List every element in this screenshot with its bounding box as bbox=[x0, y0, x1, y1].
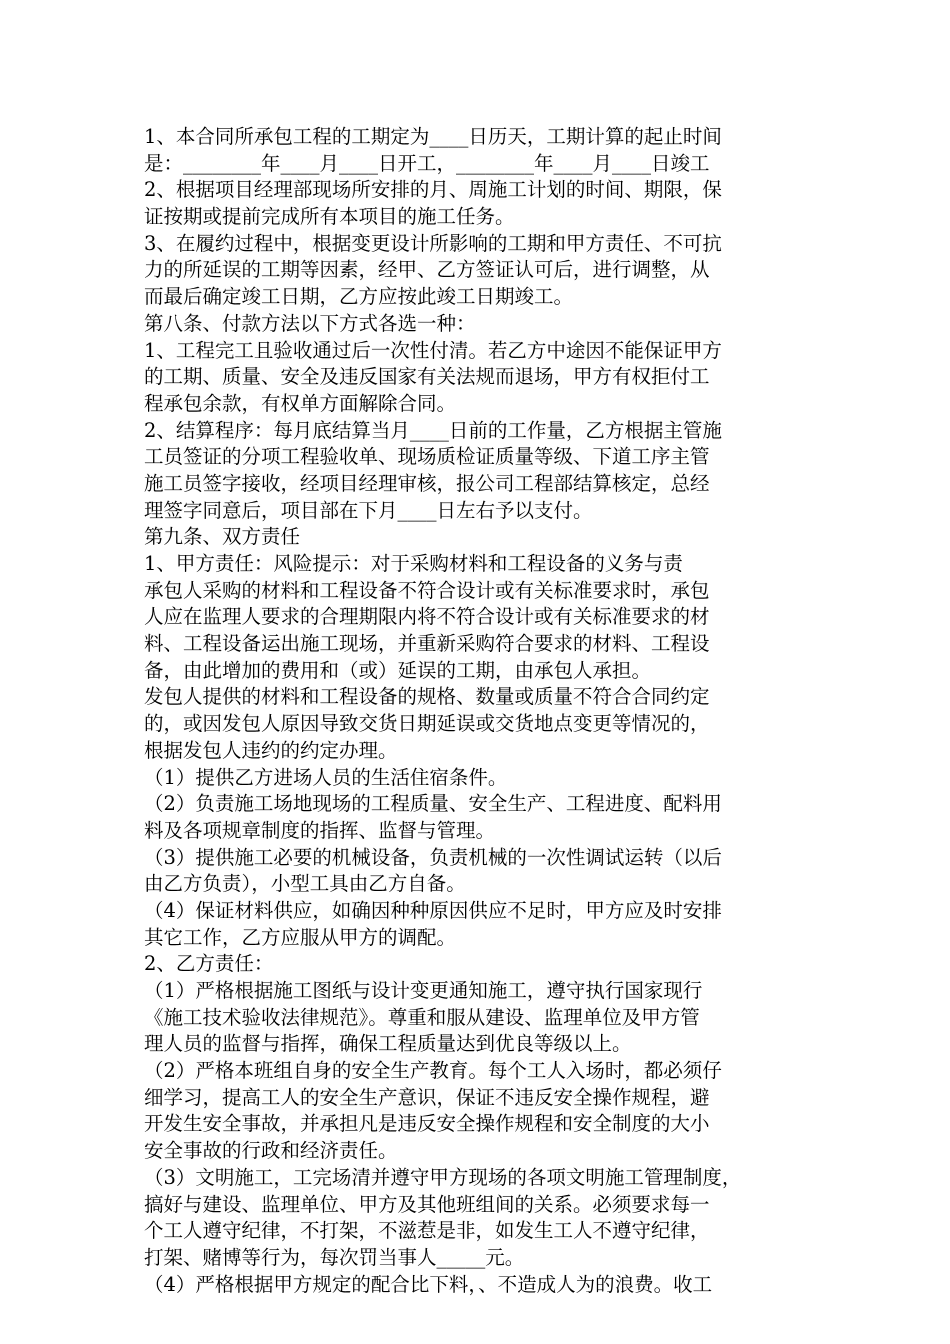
text-line: 3、在履约过程中，根据变更设计所影响的工期和甲方责任、不可抗 bbox=[144, 231, 722, 255]
text-line: 打架、赌博等行为，每次罚当事人_____元。 bbox=[144, 1245, 525, 1269]
text-line: （4）保证材料供应，如确因种种原因供应不足时，甲方应及时安排 bbox=[144, 898, 722, 922]
text-line: 承包人采购的材料和工程设备不符合设计或有关标准要求时，承包 bbox=[144, 578, 710, 602]
text-line: 人应在监理人要求的合理期限内将不符合设计或有关标准要求的材 bbox=[144, 605, 710, 629]
text-line: 搞好与建设、监理单位、甲方及其他班组间的关系。必须要求每一 bbox=[144, 1192, 710, 1216]
text-line: 1、甲方责任：风险提示：对于采购材料和工程设备的义务与责 bbox=[144, 552, 683, 575]
text-line: 证按期或提前完成所有本项目的施工任务。 bbox=[144, 205, 515, 229]
text-line: 的，或因发包人原因导致交货日期延误或交货地点变更等情况的， bbox=[144, 712, 710, 736]
text-line: 发包人提供的材料和工程设备的规格、数量或质量不符合合同约定 bbox=[144, 685, 710, 709]
text-line: 理人员的监督与指挥，确保工程质量达到优良等级以上。 bbox=[144, 1032, 632, 1056]
text-line: 2、乙方责任： bbox=[144, 952, 274, 976]
text-line: 安全事故的行政和经济责任。 bbox=[144, 1139, 398, 1163]
text-line: 力的所延误的工期等因素，经甲、乙方签证认可后，进行调整，从 bbox=[144, 258, 710, 282]
text-line: （2）严格本班组自身的安全生产教育。每个工人入场时，都必须仔 bbox=[144, 1059, 722, 1083]
text-line: 料及各项规章制度的指挥、监督与管理。 bbox=[144, 818, 496, 842]
text-line: 理签字同意后，项目部在下月____日左右予以支付。 bbox=[144, 498, 593, 522]
text-line: 料、工程设备运出施工现场，并重新采购符合要求的材料、工程设 bbox=[144, 632, 710, 656]
text-line: 是：________年____月____日开工，________年____月____日竣工 bbox=[144, 151, 710, 175]
text-line: （1）提供乙方进场人员的生活住宿条件。 bbox=[144, 765, 508, 789]
text-line: 开发生安全事故，并承担凡是违反安全操作规程和安全制度的大小 bbox=[144, 1112, 710, 1136]
text-line: （2）负责施工场地现场的工程质量、安全生产、工程进度、配料用 bbox=[144, 792, 722, 816]
text-line: 《施工技术验收法律规范》。尊重和服从建设、监理单位及甲方管 bbox=[144, 1005, 700, 1029]
text-line: 程承包余款，有权单方面解除合同。 bbox=[144, 391, 457, 415]
text-line: 备，由此增加的费用和（或）延误的工期，由承包人承担。 bbox=[144, 658, 652, 682]
text-line: 的工期、质量、安全及违反国家有关法规而退场，甲方有权拒付工 bbox=[144, 365, 710, 389]
text-line: 由乙方负责），小型工具由乙方自备。 bbox=[144, 872, 466, 896]
text-line: 1、本合同所承包工程的工期定为____日历天，工期计算的起止时间 bbox=[144, 125, 722, 148]
text-line: 其它工作，乙方应服从甲方的调配。 bbox=[144, 925, 457, 949]
text-line: （4）严格根据甲方规定的配合比下料，、不造成人为的浪费。收工 bbox=[144, 1272, 713, 1296]
text-line: （3）提供施工必要的机械设备，负责机械的一次性调试运转（以后 bbox=[144, 845, 722, 869]
text-line: （1）严格根据施工图纸与设计变更通知施工，遵守执行国家现行 bbox=[144, 979, 703, 1002]
text-line: 2、根据项目经理部现场所安排的月、周施工计划的时间、期限，保 bbox=[144, 178, 722, 202]
section-heading: 第八条、付款方法以下方式各选一种： bbox=[144, 311, 476, 335]
text-line: 工员签证的分项工程验收单、现场质检证质量等级、下道工序主管 bbox=[144, 445, 710, 469]
text-line: 而最后确定竣工日期，乙方应按此竣工日期竣工。 bbox=[144, 285, 574, 309]
text-line: 根据发包人违约的约定办理。 bbox=[144, 738, 398, 762]
document-body bbox=[144, 124, 814, 1298]
text-line: 1、工程完工且验收通过后一次性付清。若乙方中途因不能保证甲方 bbox=[144, 338, 722, 362]
text-line: （3）文明施工，工完场清并遵守甲方现场的各项文明施工管理制度， bbox=[144, 1165, 742, 1189]
text-line: 细学习，提高工人的安全生产意识，保证不违反安全操作规程，避 bbox=[144, 1085, 710, 1109]
text-line: 2、结算程序：每月底结算当月____日前的工作量，乙方根据主管施 bbox=[144, 418, 722, 442]
text-line: 施工员签字接收，经项目经理审核，报公司工程部结算核定，总经 bbox=[144, 471, 710, 495]
section-heading: 第九条、双方责任 bbox=[144, 525, 301, 549]
text-line: 个工人遵守纪律，不打架，不滋惹是非，如发生工人不遵守纪律， bbox=[144, 1219, 710, 1243]
